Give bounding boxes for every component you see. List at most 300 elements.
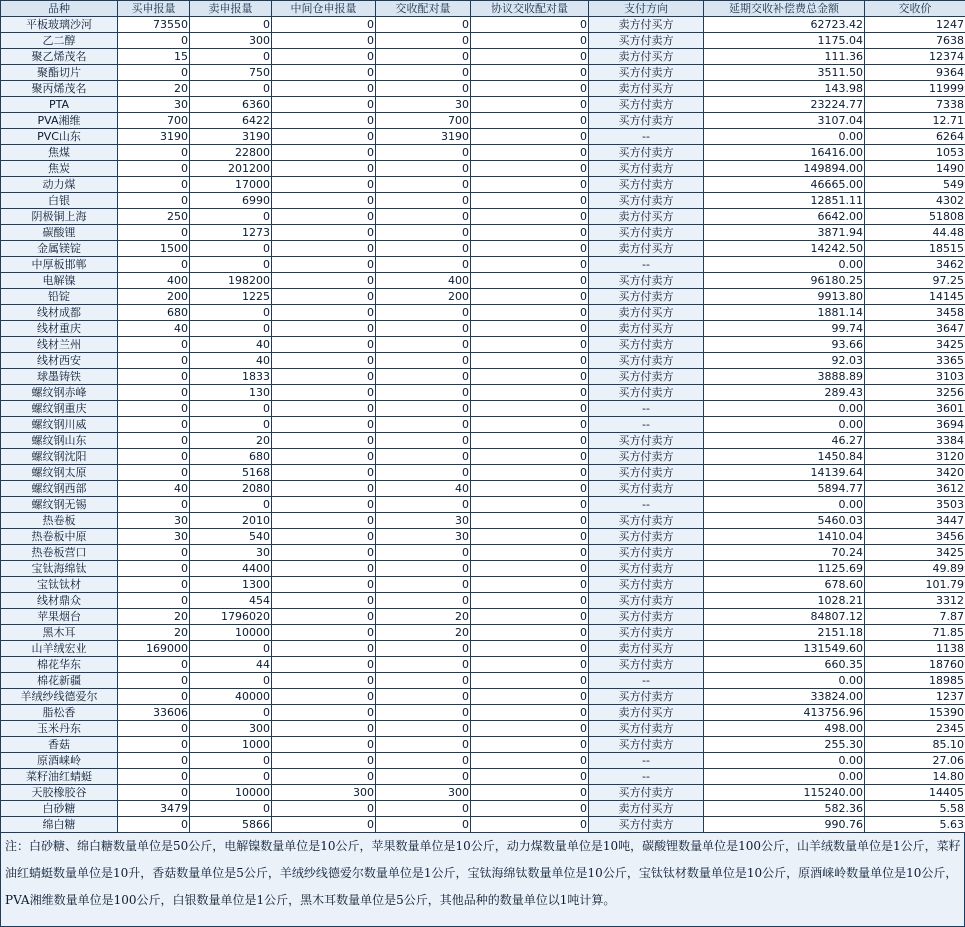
price-cell: 3420 (865, 465, 965, 481)
buy-cell: 0 (118, 33, 190, 49)
sell-cell: 6422 (190, 113, 272, 129)
agreement-cell: 0 (471, 241, 589, 257)
direction-cell: 买方付卖方 (589, 353, 704, 369)
matched-cell: 30 (376, 97, 471, 113)
direction-cell: 卖方付买方 (589, 801, 704, 817)
buy-cell: 30 (118, 97, 190, 113)
direction-cell: -- (589, 129, 704, 145)
direction-cell: 买方付卖方 (589, 625, 704, 641)
direction-cell: 买方付卖方 (589, 273, 704, 289)
direction-cell: 买方付卖方 (589, 561, 704, 577)
sell-cell: 10000 (190, 625, 272, 641)
middle-cell: 0 (272, 593, 376, 609)
middle-cell: 0 (272, 225, 376, 241)
agreement-cell: 0 (471, 465, 589, 481)
direction-cell: -- (589, 673, 704, 689)
table-row (1, 177, 965, 193)
price-cell: 97.25 (865, 273, 965, 289)
matched-cell: 0 (376, 33, 471, 49)
agreement-cell: 0 (471, 609, 589, 625)
price-cell: 18760 (865, 657, 965, 673)
middle-cell: 0 (272, 641, 376, 657)
table-row (1, 49, 965, 65)
compensation-cell: 9913.80 (704, 289, 865, 305)
price-cell: 15390 (865, 705, 965, 721)
variety-cell: 脂松香 (1, 705, 118, 721)
middle-cell: 0 (272, 673, 376, 689)
col-header-variety: 品种 (1, 1, 118, 17)
middle-cell: 0 (272, 513, 376, 529)
agreement-cell: 0 (471, 561, 589, 577)
direction-cell: 买方付卖方 (589, 337, 704, 353)
matched-cell: 30 (376, 529, 471, 545)
variety-cell: 螺纹钢西部 (1, 481, 118, 497)
compensation-cell: 115240.00 (704, 785, 865, 801)
buy-cell: 0 (118, 177, 190, 193)
compensation-cell: 1125.69 (704, 561, 865, 577)
variety-cell: 原酒崃岭 (1, 753, 118, 769)
agreement-cell: 0 (471, 433, 589, 449)
matched-cell: 0 (376, 241, 471, 257)
table-row (1, 433, 965, 449)
direction-cell: 买方付卖方 (589, 785, 704, 801)
price-cell: 51808 (865, 209, 965, 225)
compensation-cell: 2151.18 (704, 625, 865, 641)
table-row (1, 369, 965, 385)
price-cell: 14145 (865, 289, 965, 305)
table-row (1, 289, 965, 305)
compensation-cell: 143.98 (704, 81, 865, 97)
variety-cell: 电解镍 (1, 273, 118, 289)
agreement-cell: 0 (471, 801, 589, 817)
middle-cell: 0 (272, 801, 376, 817)
table-row (1, 81, 965, 97)
buy-cell: 33606 (118, 705, 190, 721)
middle-cell: 0 (272, 353, 376, 369)
middle-cell: 0 (272, 625, 376, 641)
table-row (1, 97, 965, 113)
compensation-cell: 0.00 (704, 129, 865, 145)
agreement-cell: 0 (471, 785, 589, 801)
direction-cell: -- (589, 257, 704, 273)
table-row (1, 593, 965, 609)
variety-cell: 棉花新疆 (1, 673, 118, 689)
sell-cell: 750 (190, 65, 272, 81)
col-header-matched: 交收配对量 (376, 1, 471, 17)
compensation-cell: 3107.04 (704, 113, 865, 129)
variety-cell: 螺纹钢太原 (1, 465, 118, 481)
buy-cell: 0 (118, 369, 190, 385)
buy-cell: 20 (118, 609, 190, 625)
variety-cell: 线材重庆 (1, 321, 118, 337)
middle-cell: 0 (272, 97, 376, 113)
col-header-price: 交收价 (865, 1, 965, 17)
matched-cell: 0 (376, 561, 471, 577)
sell-cell: 300 (190, 33, 272, 49)
variety-cell: 螺纹钢重庆 (1, 401, 118, 417)
compensation-cell: 5460.03 (704, 513, 865, 529)
agreement-cell: 0 (471, 577, 589, 593)
middle-cell: 0 (272, 417, 376, 433)
middle-cell: 0 (272, 449, 376, 465)
direction-cell: 买方付卖方 (589, 113, 704, 129)
compensation-cell: 1410.04 (704, 529, 865, 545)
price-cell: 7.87 (865, 609, 965, 625)
compensation-cell: 660.35 (704, 657, 865, 673)
matched-cell: 0 (376, 433, 471, 449)
table-row (1, 545, 965, 561)
compensation-cell: 0.00 (704, 673, 865, 689)
table-row (1, 129, 965, 145)
agreement-cell: 0 (471, 753, 589, 769)
variety-cell: PVA湘维 (1, 113, 118, 129)
price-cell: 3503 (865, 497, 965, 513)
table-row (1, 337, 965, 353)
price-cell: 12374 (865, 49, 965, 65)
sell-cell: 680 (190, 449, 272, 465)
variety-cell: 黑木耳 (1, 625, 118, 641)
direction-cell: 买方付卖方 (589, 433, 704, 449)
price-cell: 3103 (865, 369, 965, 385)
sell-cell: 0 (190, 641, 272, 657)
table-row (1, 305, 965, 321)
matched-cell: 0 (376, 81, 471, 97)
variety-cell: 宝钛海绵钛 (1, 561, 118, 577)
compensation-cell: 46665.00 (704, 177, 865, 193)
table-row (1, 513, 965, 529)
buy-cell: 0 (118, 785, 190, 801)
variety-cell: PTA (1, 97, 118, 113)
agreement-cell: 0 (471, 129, 589, 145)
compensation-cell: 96180.25 (704, 273, 865, 289)
compensation-cell: 16416.00 (704, 145, 865, 161)
compensation-cell: 5894.77 (704, 481, 865, 497)
direction-cell: -- (589, 417, 704, 433)
direction-cell: 买方付卖方 (589, 529, 704, 545)
direction-cell: 买方付卖方 (589, 369, 704, 385)
buy-cell: 3479 (118, 801, 190, 817)
variety-cell: 螺纹钢山东 (1, 433, 118, 449)
matched-cell: 0 (376, 721, 471, 737)
direction-cell: 买方付卖方 (589, 721, 704, 737)
middle-cell: 0 (272, 257, 376, 273)
middle-cell: 0 (272, 609, 376, 625)
price-cell: 101.79 (865, 577, 965, 593)
direction-cell: 卖方付买方 (589, 241, 704, 257)
variety-cell: 热卷板 (1, 513, 118, 529)
matched-cell: 300 (376, 785, 471, 801)
middle-cell: 0 (272, 369, 376, 385)
price-cell: 12.71 (865, 113, 965, 129)
middle-cell: 0 (272, 113, 376, 129)
table-row (1, 417, 965, 433)
agreement-cell: 0 (471, 113, 589, 129)
buy-cell: 0 (118, 593, 190, 609)
price-cell: 7638 (865, 33, 965, 49)
middle-cell: 0 (272, 289, 376, 305)
matched-cell: 0 (376, 641, 471, 657)
compensation-cell: 289.43 (704, 385, 865, 401)
middle-cell: 0 (272, 737, 376, 753)
matched-cell: 0 (376, 225, 471, 241)
buy-cell: 169000 (118, 641, 190, 657)
price-cell: 3612 (865, 481, 965, 497)
table-row (1, 145, 965, 161)
middle-cell: 0 (272, 305, 376, 321)
middle-cell: 0 (272, 321, 376, 337)
matched-cell: 0 (376, 321, 471, 337)
direction-cell: -- (589, 769, 704, 785)
buy-cell: 0 (118, 257, 190, 273)
middle-cell: 0 (272, 177, 376, 193)
compensation-cell: 70.24 (704, 545, 865, 561)
middle-cell: 0 (272, 561, 376, 577)
sell-cell: 0 (190, 321, 272, 337)
buy-cell: 0 (118, 337, 190, 353)
table-row (1, 577, 965, 593)
table-row (1, 161, 965, 177)
price-cell: 1247 (865, 17, 965, 33)
price-cell: 3425 (865, 337, 965, 353)
col-header-buy: 买申报量 (118, 1, 190, 17)
table-row (1, 561, 965, 577)
agreement-cell: 0 (471, 721, 589, 737)
direction-cell: 买方付卖方 (589, 513, 704, 529)
price-cell: 7338 (865, 97, 965, 113)
agreement-cell: 0 (471, 641, 589, 657)
variety-cell: 球墨铸铁 (1, 369, 118, 385)
variety-cell: 苹果烟台 (1, 609, 118, 625)
direction-cell: 买方付卖方 (589, 145, 704, 161)
middle-cell: 0 (272, 433, 376, 449)
table-row (1, 609, 965, 625)
variety-cell: 线材鼎众 (1, 593, 118, 609)
table-row (1, 321, 965, 337)
matched-cell: 0 (376, 305, 471, 321)
table-row (1, 785, 965, 801)
sell-cell: 17000 (190, 177, 272, 193)
table-row (1, 753, 965, 769)
matched-cell: 0 (376, 417, 471, 433)
price-cell: 3601 (865, 401, 965, 417)
matched-cell: 20 (376, 625, 471, 641)
buy-cell: 0 (118, 225, 190, 241)
table-row (1, 673, 965, 689)
variety-cell: 菜籽油红蜻蜓 (1, 769, 118, 785)
variety-cell: 热卷板中原 (1, 529, 118, 545)
table-row (1, 209, 965, 225)
price-cell: 18985 (865, 673, 965, 689)
matched-cell: 3190 (376, 129, 471, 145)
agreement-cell: 0 (471, 177, 589, 193)
agreement-cell: 0 (471, 737, 589, 753)
variety-cell: 白银 (1, 193, 118, 209)
price-cell: 549 (865, 177, 965, 193)
table-row (1, 497, 965, 513)
col-header-direction: 支付方向 (589, 1, 704, 17)
price-cell: 3447 (865, 513, 965, 529)
table-row (1, 657, 965, 673)
sell-cell: 300 (190, 721, 272, 737)
compensation-cell: 0.00 (704, 417, 865, 433)
middle-cell: 0 (272, 193, 376, 209)
direction-cell: 买方付卖方 (589, 193, 704, 209)
matched-cell: 0 (376, 545, 471, 561)
table-row (1, 625, 965, 641)
direction-cell: 卖方付买方 (589, 209, 704, 225)
agreement-cell: 0 (471, 449, 589, 465)
price-cell: 4302 (865, 193, 965, 209)
agreement-cell: 0 (471, 97, 589, 113)
agreement-cell: 0 (471, 497, 589, 513)
variety-cell: 热卷板营口 (1, 545, 118, 561)
matched-cell: 200 (376, 289, 471, 305)
agreement-cell: 0 (471, 17, 589, 33)
middle-cell: 0 (272, 497, 376, 513)
agreement-cell: 0 (471, 193, 589, 209)
price-cell: 1490 (865, 161, 965, 177)
col-header-compensation: 延期交收补偿费总金额 (704, 1, 865, 17)
direction-cell: 卖方付买方 (589, 641, 704, 657)
matched-cell: 0 (376, 769, 471, 785)
sell-cell: 2080 (190, 481, 272, 497)
price-cell: 3462 (865, 257, 965, 273)
price-cell: 3425 (865, 545, 965, 561)
buy-cell: 0 (118, 193, 190, 209)
buy-cell: 0 (118, 577, 190, 593)
sell-cell: 1796020 (190, 609, 272, 625)
matched-cell: 0 (376, 801, 471, 817)
matched-cell: 0 (376, 337, 471, 353)
price-cell: 3256 (865, 385, 965, 401)
middle-cell: 0 (272, 161, 376, 177)
variety-cell: 动力煤 (1, 177, 118, 193)
table-row (1, 817, 965, 833)
table-row (1, 257, 965, 273)
buy-cell: 40 (118, 321, 190, 337)
price-cell: 9364 (865, 65, 965, 81)
compensation-cell: 582.36 (704, 801, 865, 817)
col-header-sell: 卖申报量 (190, 1, 272, 17)
buy-cell: 0 (118, 753, 190, 769)
matched-cell: 30 (376, 513, 471, 529)
compensation-cell: 1450.84 (704, 449, 865, 465)
buy-cell: 0 (118, 497, 190, 513)
middle-cell: 0 (272, 689, 376, 705)
buy-cell: 0 (118, 817, 190, 833)
price-cell: 3384 (865, 433, 965, 449)
price-cell: 3694 (865, 417, 965, 433)
direction-cell: 买方付卖方 (589, 481, 704, 497)
matched-cell: 0 (376, 257, 471, 273)
price-cell: 1237 (865, 689, 965, 705)
variety-cell: 聚丙烯茂名 (1, 81, 118, 97)
variety-cell: 螺纹钢赤峰 (1, 385, 118, 401)
sell-cell: 30 (190, 545, 272, 561)
matched-cell: 0 (376, 657, 471, 673)
agreement-cell: 0 (471, 673, 589, 689)
price-cell: 6264 (865, 129, 965, 145)
variety-cell: 白砂糖 (1, 801, 118, 817)
compensation-cell: 3888.89 (704, 369, 865, 385)
direction-cell: 买方付卖方 (589, 545, 704, 561)
agreement-cell: 0 (471, 417, 589, 433)
sell-cell: 40 (190, 337, 272, 353)
middle-cell: 0 (272, 705, 376, 721)
compensation-cell: 99.74 (704, 321, 865, 337)
buy-cell: 0 (118, 545, 190, 561)
agreement-cell: 0 (471, 337, 589, 353)
variety-cell: 平板玻璃沙河 (1, 17, 118, 33)
sell-cell: 1225 (190, 289, 272, 305)
variety-cell: 金属镁锭 (1, 241, 118, 257)
buy-cell: 0 (118, 385, 190, 401)
variety-cell: 宝钛钛材 (1, 577, 118, 593)
sell-cell: 0 (190, 49, 272, 65)
sell-cell: 0 (190, 417, 272, 433)
buy-cell: 0 (118, 401, 190, 417)
variety-cell: 棉花华东 (1, 657, 118, 673)
sell-cell: 22800 (190, 145, 272, 161)
table-row (1, 449, 965, 465)
variety-cell: 碳酸锂 (1, 225, 118, 241)
table-row (1, 705, 965, 721)
table-row (1, 33, 965, 49)
buy-cell: 1500 (118, 241, 190, 257)
compensation-cell: 62723.42 (704, 17, 865, 33)
direction-cell: 买方付卖方 (589, 289, 704, 305)
matched-cell: 40 (376, 481, 471, 497)
buy-cell: 0 (118, 145, 190, 161)
compensation-cell: 6642.00 (704, 209, 865, 225)
variety-cell: 阴极铜上海 (1, 209, 118, 225)
compensation-cell: 0.00 (704, 257, 865, 273)
agreement-cell: 0 (471, 481, 589, 497)
agreement-cell: 0 (471, 209, 589, 225)
buy-cell: 400 (118, 273, 190, 289)
sell-cell: 0 (190, 305, 272, 321)
matched-cell: 0 (376, 385, 471, 401)
variety-cell: 螺纹钢川威 (1, 417, 118, 433)
matched-cell: 0 (376, 673, 471, 689)
matched-cell: 400 (376, 273, 471, 289)
price-cell: 3120 (865, 449, 965, 465)
agreement-cell: 0 (471, 625, 589, 641)
buy-cell: 0 (118, 769, 190, 785)
matched-cell: 0 (376, 753, 471, 769)
table-row (1, 273, 965, 289)
variety-cell: 香菇 (1, 737, 118, 753)
table-row (1, 481, 965, 497)
variety-cell: 聚酯切片 (1, 65, 118, 81)
middle-cell: 0 (272, 769, 376, 785)
table-row (1, 17, 965, 33)
compensation-cell: 84807.12 (704, 609, 865, 625)
sell-cell: 5866 (190, 817, 272, 833)
buy-cell: 0 (118, 721, 190, 737)
buy-cell: 73550 (118, 17, 190, 33)
buy-cell: 0 (118, 65, 190, 81)
sell-cell: 198200 (190, 273, 272, 289)
middle-cell: 0 (272, 145, 376, 161)
table-row (1, 689, 965, 705)
variety-cell: 焦炭 (1, 161, 118, 177)
compensation-cell: 3871.94 (704, 225, 865, 241)
sell-cell: 540 (190, 529, 272, 545)
sell-cell: 0 (190, 753, 272, 769)
compensation-cell: 111.36 (704, 49, 865, 65)
price-cell: 2345 (865, 721, 965, 737)
